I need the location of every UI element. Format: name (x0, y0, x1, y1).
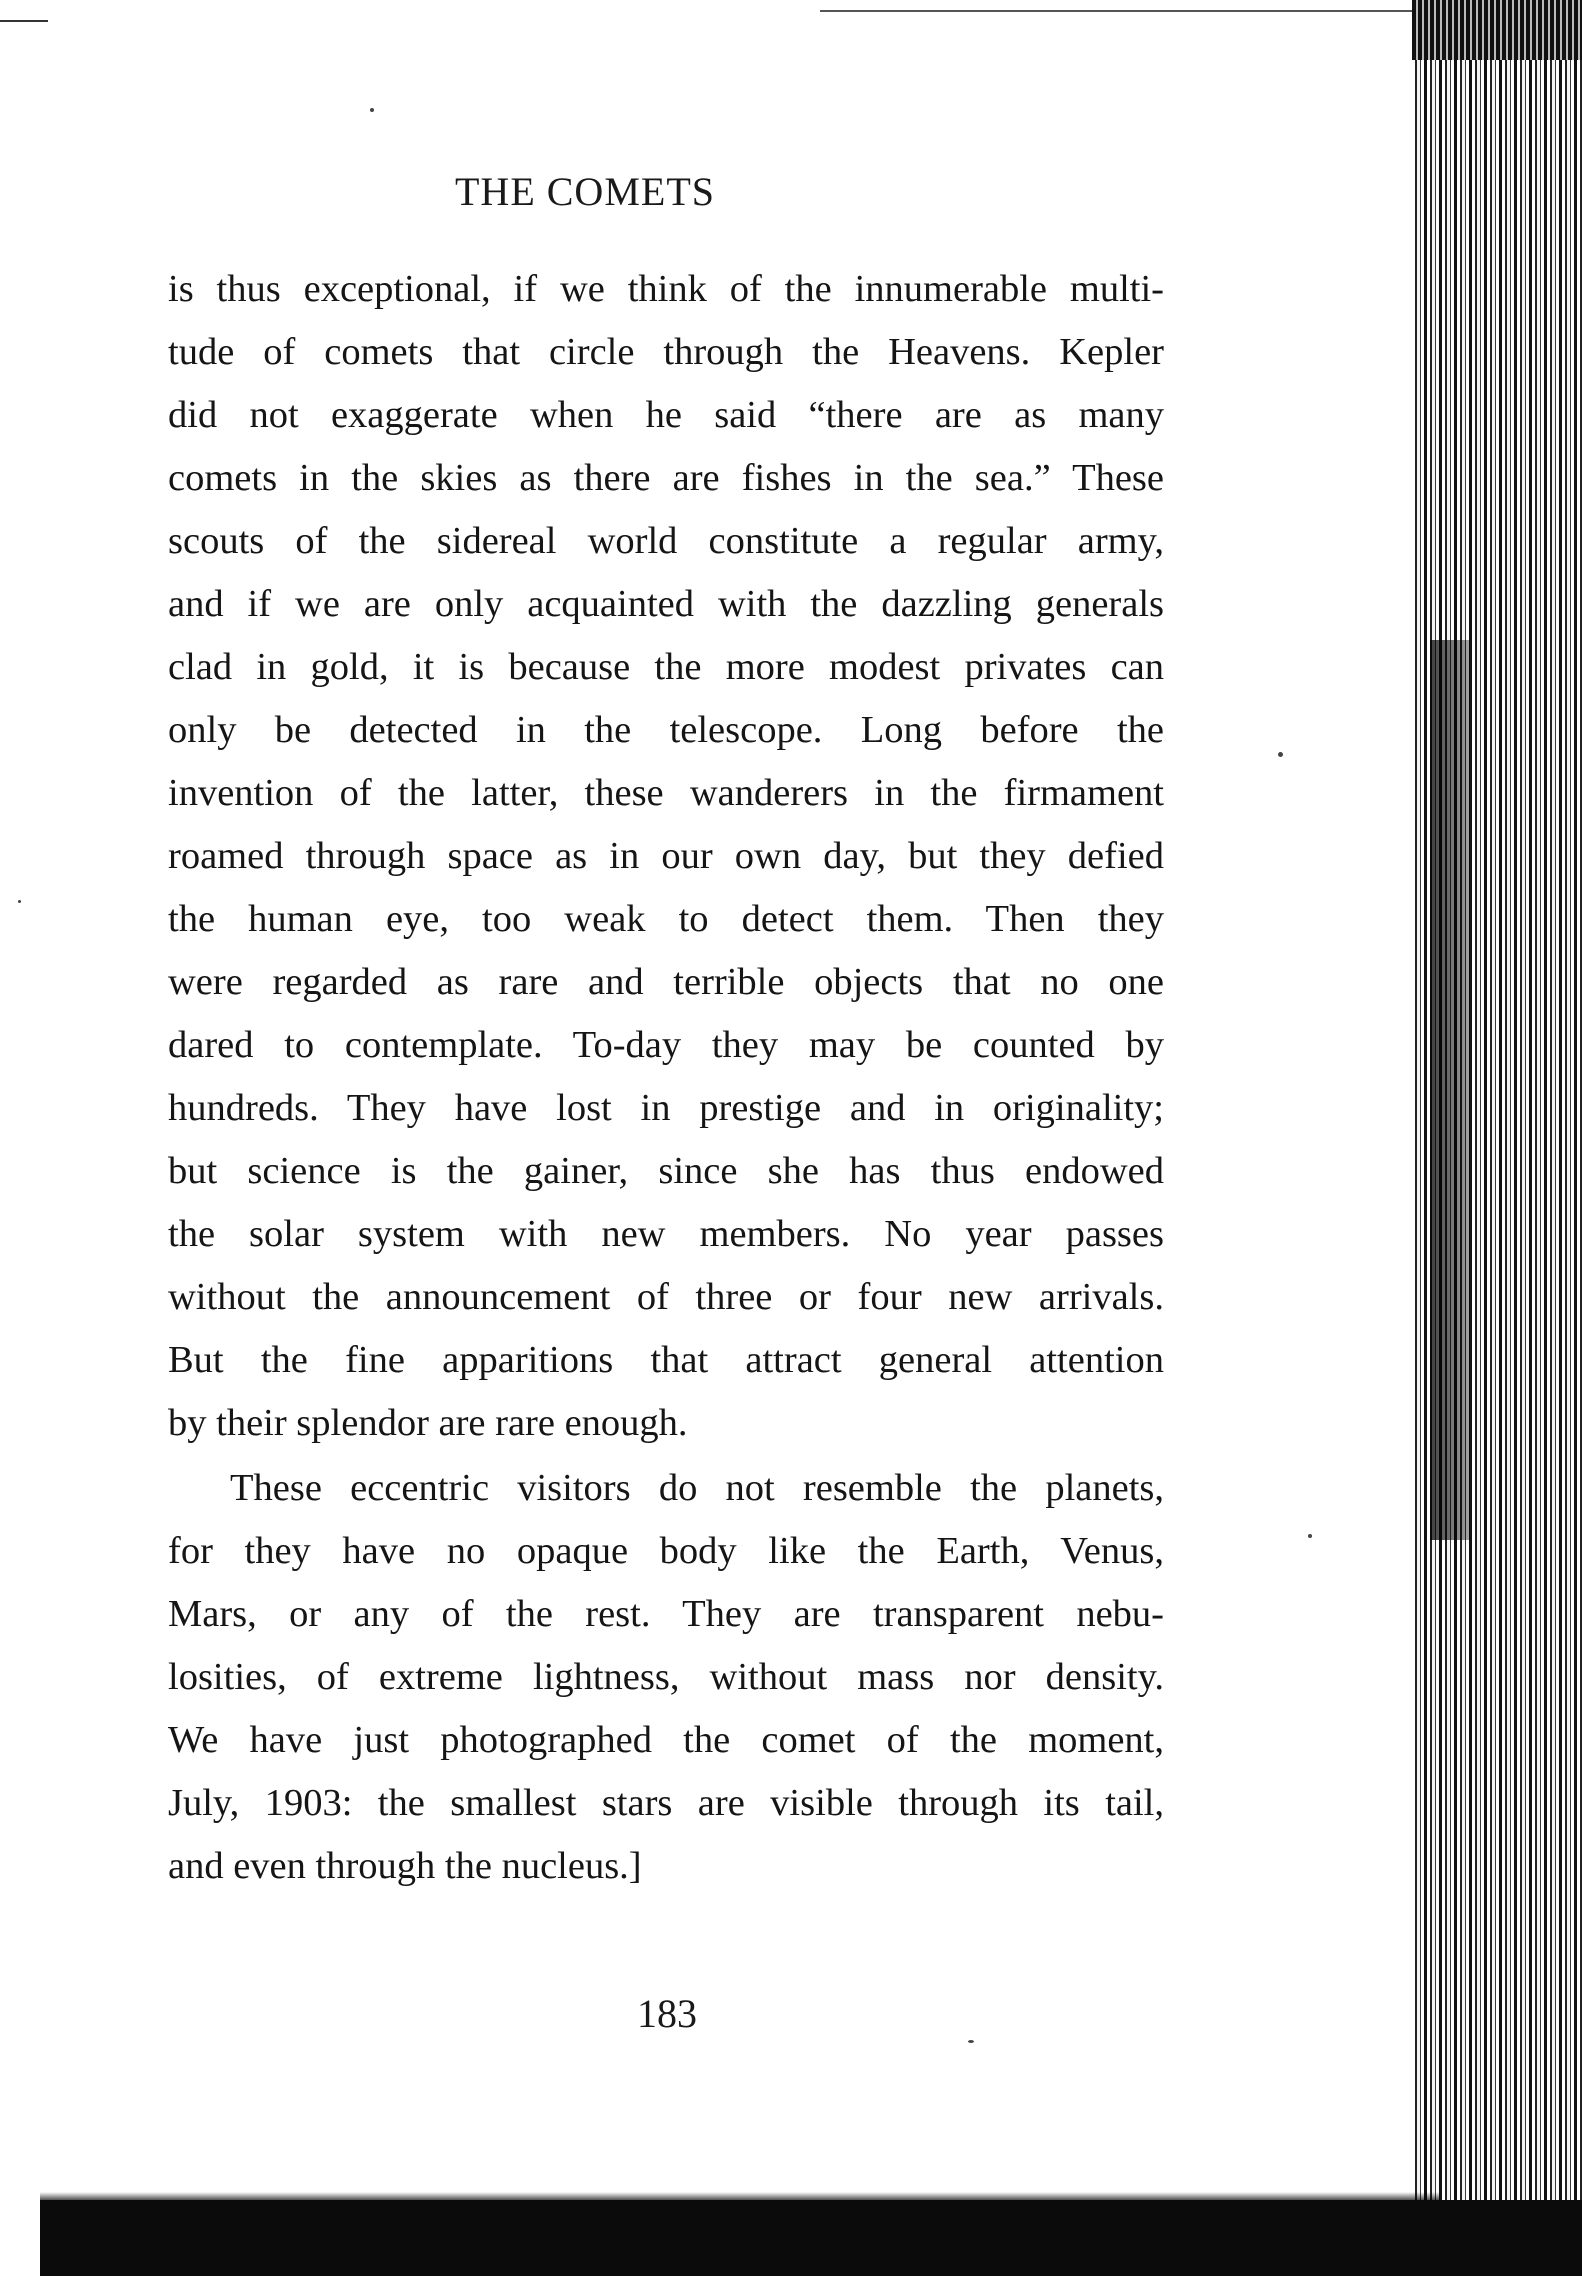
text-line: July, 1903: the smallest stars are visible through its tail, (168, 1782, 1164, 1824)
text-line: invention of the latter, these wanderers in the firmament (168, 772, 1164, 814)
ink-speck (1278, 752, 1283, 757)
top-rule (820, 10, 1430, 12)
page-number: 183 (637, 1991, 697, 2036)
paragraph-1 (168, 258, 1164, 1455)
body-text (168, 258, 1164, 1898)
text-line: roamed through space as in our own day, but they defied (168, 835, 1164, 877)
text-line: did not exaggerate when he said “there are as many (168, 394, 1164, 436)
page-edges-top (1412, 0, 1582, 60)
text-line: without the announcement of three or four new arrivals. (168, 1276, 1164, 1318)
text-line: losities, of extreme lightness, without mass nor density. (168, 1656, 1164, 1698)
text-line: hundreds. They have lost in prestige and in originality; (168, 1087, 1164, 1129)
top-left-rule (0, 20, 48, 22)
bottom-dark-band (40, 2200, 1582, 2276)
ink-speck (968, 2040, 974, 2043)
text-line: only be detected in the telescope. Long before the (168, 709, 1164, 751)
text-line: We have just photographed the comet of the moment, (168, 1719, 1164, 1761)
text-line: and even through the nucleus.] (168, 1845, 642, 1887)
ink-speck (1308, 1534, 1312, 1538)
ink-speck (370, 108, 374, 112)
text-line: tude of comets that circle through the Heavens. Kepler (168, 331, 1164, 373)
text-line: is thus exceptional, if we think of the innumerable multi- (168, 268, 1164, 310)
paragraph-2 (168, 1457, 1164, 1898)
text-line: clad in gold, it is because the more modest privates can (168, 646, 1164, 688)
text-line: These eccentric visitors do not resemble the planets, (230, 1467, 1164, 1509)
running-head: THE COMETS (455, 169, 715, 214)
text-line: dared to contemplate. To-day they may be counted by (168, 1024, 1164, 1066)
page-edges-shadow (1430, 640, 1470, 1540)
text-line: Mars, or any of the rest. They are transparent nebu- (168, 1593, 1164, 1635)
text-line: But the fine apparitions that attract general attention (168, 1339, 1164, 1381)
text-line: comets in the skies as there are fishes in the sea.” These (168, 457, 1164, 499)
ink-speck (18, 900, 21, 903)
text-line: scouts of the sidereal world constitute a regular army, (168, 520, 1164, 562)
text-line: were regarded as rare and terrible objects that no one (168, 961, 1164, 1003)
text-line: the solar system with new members. No year passes (168, 1213, 1164, 1255)
text-line: but science is the gainer, since she has thus endowed (168, 1150, 1164, 1192)
text-line: by their splendor are rare enough. (168, 1402, 688, 1444)
text-line: for they have no opaque body like the Earth, Venus, (168, 1530, 1164, 1572)
text-line: the human eye, too weak to detect them. Then they (168, 898, 1164, 940)
text-line: and if we are only acquainted with the dazzling generals (168, 583, 1164, 625)
